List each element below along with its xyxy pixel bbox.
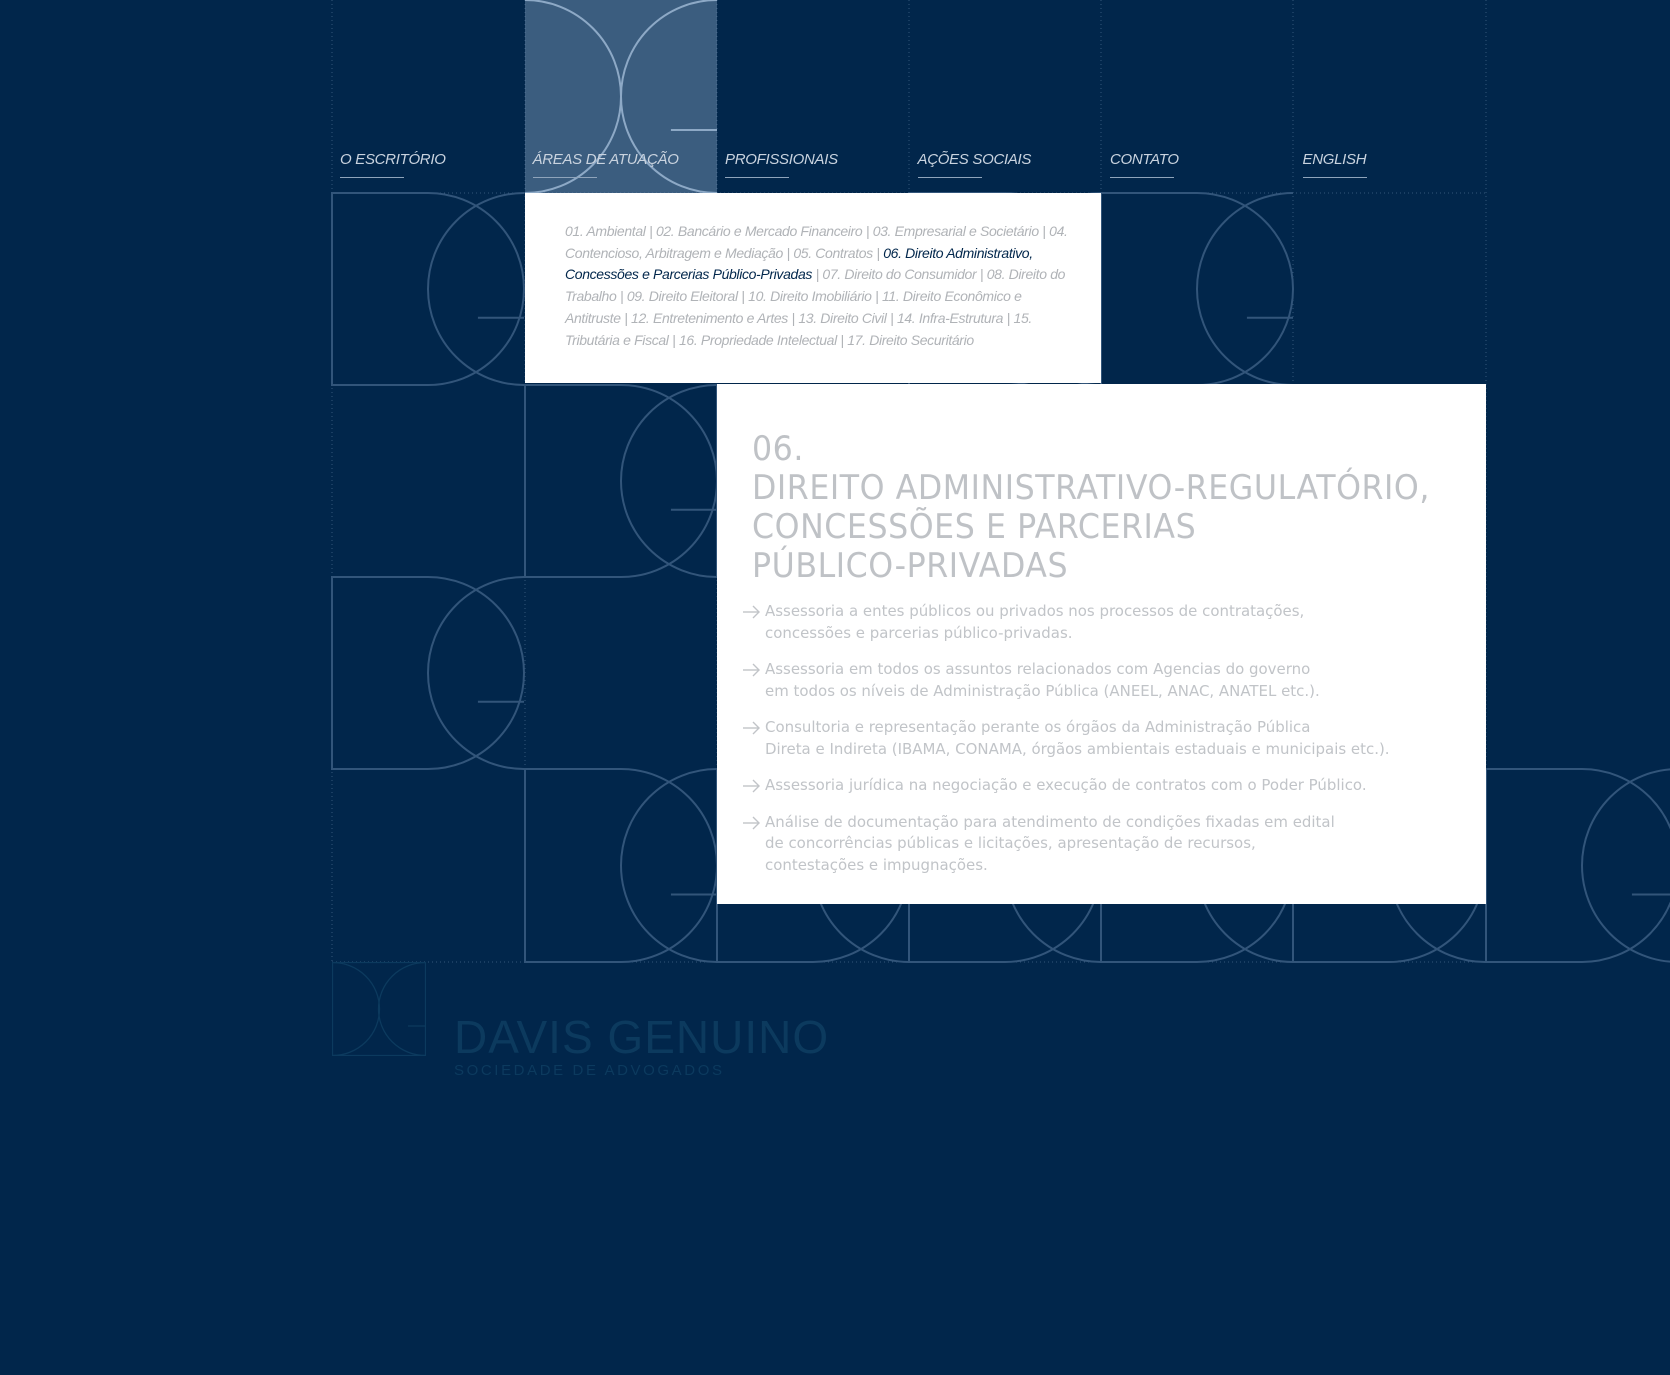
area-link[interactable]: 12. Entretenimento e Artes (631, 309, 788, 326)
nav-item-1[interactable] (332, 0, 524, 193)
service-text-line: de concorrências públicas e licitações, apresentação de recursos, (765, 834, 1256, 852)
area-separator: | (741, 288, 745, 305)
nav-item-6[interactable] (1295, 0, 1487, 193)
area-detail-panel (717, 384, 1486, 904)
area-separator: | (791, 309, 795, 326)
area-title-line-2: CONCESSÕES E PARCERIAS (752, 507, 1197, 547)
area-link[interactable]: 11. Direito Econômico e Antitruste (565, 288, 1022, 326)
arrow-right-icon (742, 605, 761, 619)
nav-item-label[interactable]: CONTATO (1110, 151, 1179, 168)
areas-submenu (525, 193, 1101, 383)
nav-item-label[interactable]: O ESCRITÓRIO (340, 151, 446, 168)
services-list (742, 601, 1467, 891)
arrow-right-icon (742, 816, 761, 830)
area-link[interactable]: 10. Direito Imobiliário (748, 288, 872, 305)
area-separator: | (865, 223, 870, 239)
area-separator: | (1042, 223, 1046, 239)
logo-wordmark: DAVIS GENUINO (454, 1011, 830, 1063)
service-text-line: Direta e Indireta (IBAMA, CONAMA, órgãos ambientais estaduais e municipais etc.). (765, 739, 1390, 758)
area-link[interactable]: 15. Tributária e Fiscal (565, 309, 1032, 348)
nav-item-4[interactable] (910, 0, 1102, 193)
area-link[interactable]: 13. Direito Civil (798, 309, 887, 326)
nav-underline (725, 177, 789, 178)
dg-monogram-icon (332, 962, 426, 1056)
nav-item-3[interactable] (717, 0, 909, 193)
nav-underline (533, 177, 597, 178)
nav-underline (340, 177, 404, 178)
nav-item-2[interactable] (525, 0, 717, 193)
service-text-line: Assessoria a entes públicos ou privados nos processos de contratações, (765, 602, 1305, 620)
area-link[interactable]: 14. Infra-Estrutura (896, 309, 1004, 326)
arrow-right-icon (742, 721, 761, 735)
nav-underline (918, 177, 982, 178)
area-link[interactable]: 03. Empresarial e Societário (872, 223, 1039, 239)
area-separator: | (624, 309, 628, 326)
service-text-line: Análise de documentação para atendimento de condições fixadas em edital (765, 812, 1335, 831)
area-link[interactable]: 06. Direito Administrativo, Concessões e Parcerias Público-Privadas (565, 244, 1033, 283)
area-separator: | (876, 244, 880, 261)
service-item (742, 717, 1467, 760)
area-title-line-3: PÚBLICO-PRIVADAS (752, 546, 1069, 586)
service-text-line: em todos os níveis de Administração Pública (ANEEL, ANAC, ANATEL etc.). (765, 681, 1320, 700)
service-text-line: Assessoria em todos os assuntos relacionados com Agencias do governo (765, 660, 1311, 678)
area-separator: | (979, 266, 984, 283)
area-link[interactable]: 17. Direito Securitário (847, 331, 974, 348)
service-item (742, 812, 1467, 877)
area-link[interactable]: 01. Ambiental (565, 223, 646, 239)
area-separator: | (619, 288, 624, 305)
area-heading (752, 430, 1430, 586)
area-separator: | (815, 266, 819, 283)
nav-item-label[interactable]: AÇÕES SOCIAIS (917, 151, 1032, 168)
area-title-line-1: DIREITO ADMINISTRATIVO-REGULATÓRIO, (752, 468, 1430, 508)
service-item (742, 659, 1467, 702)
nav-underline (1303, 177, 1367, 178)
nav-item-label[interactable]: ENGLISH (1302, 151, 1367, 168)
area-link[interactable]: 07. Direito do Consumidor (822, 266, 977, 283)
nav-underline (1110, 177, 1174, 178)
monogram-tile (1101, 193, 1293, 385)
area-separator: | (649, 223, 653, 239)
service-item (742, 601, 1467, 644)
area-link[interactable]: 04. Contencioso, Arbitragem e Mediação (565, 223, 1068, 261)
area-number: 06. (752, 429, 804, 469)
area-separator: | (890, 309, 894, 326)
service-text-line: concessões e parcerias público-privadas. (765, 623, 1073, 642)
nav-item-label[interactable]: ÁREAS DE ATUAÇÃO (532, 151, 679, 168)
monogram-tile (525, 769, 717, 962)
monogram-tile (525, 385, 717, 577)
areas-list (565, 221, 1071, 351)
arrow-right-icon (742, 779, 761, 793)
area-link[interactable]: 08. Direito do Trabalho (565, 266, 1066, 305)
main-nav (332, 0, 1487, 193)
service-text-line: Assessoria jurídica na negociação e execução de contratos com o Poder Público. (765, 776, 1367, 794)
area-separator: | (840, 331, 844, 348)
service-text-line: contestações e impugnações. (765, 855, 988, 874)
monogram-tile (332, 577, 524, 769)
nav-item-label[interactable]: PROFISSIONAIS (725, 151, 838, 168)
area-link[interactable]: 05. Contratos (793, 244, 873, 261)
area-link[interactable]: 02. Bancário e Mercado Financeiro (655, 223, 863, 239)
area-separator: | (672, 331, 676, 348)
area-separator: | (786, 244, 790, 261)
monogram-tile (1486, 769, 1670, 962)
service-item (742, 775, 1467, 797)
nav-item-5[interactable] (1102, 0, 1294, 193)
service-text-line: Consultoria e representação perante os órgãos da Administração Pública (765, 718, 1311, 736)
area-separator: | (875, 288, 879, 305)
monogram-tile (332, 193, 524, 385)
area-separator: | (1006, 309, 1010, 326)
logo-tagline: SOCIEDADE DE ADVOGADOS (454, 1062, 725, 1079)
area-link[interactable]: 16. Propriedade Intelectual (678, 331, 837, 348)
area-link[interactable]: 09. Direito Eleitoral (626, 288, 738, 305)
arrow-right-icon (742, 663, 761, 677)
